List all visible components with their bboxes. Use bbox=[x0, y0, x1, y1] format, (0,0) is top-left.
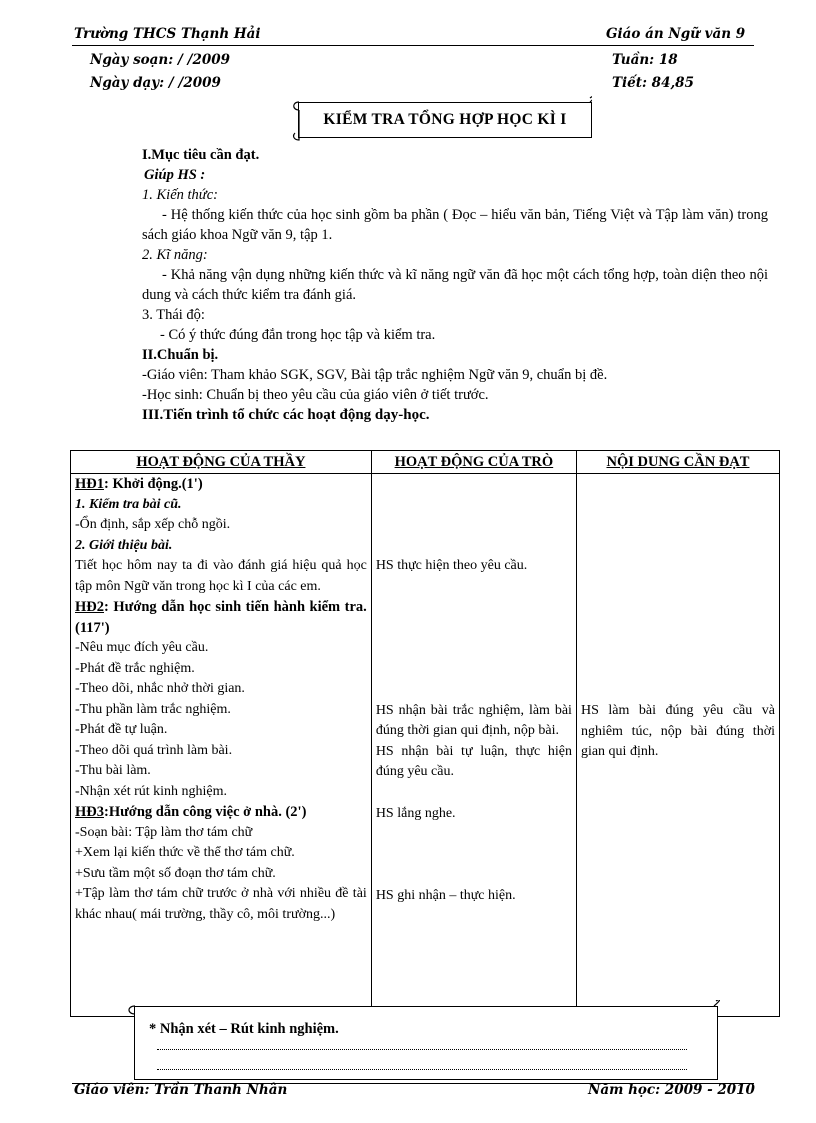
page-title: KIỂM TRA TỔNG HỢP HỌC KÌ I bbox=[298, 102, 592, 138]
student-step: HS lắng nghe. bbox=[375, 805, 456, 821]
content-text: HS làm bài đúng yêu cầu và nghiêm túc, nộp bài đúng thời gian qui định. bbox=[580, 703, 775, 759]
date-prepared: Ngày soạn: / /2009 bbox=[90, 52, 231, 68]
hd1-label: HĐ1 bbox=[75, 476, 104, 492]
skills-label: 2. Kĩ năng: bbox=[142, 247, 208, 263]
attitude-label: 3. Thái độ: bbox=[142, 307, 205, 323]
activities-table bbox=[70, 450, 780, 1017]
process-heading: III.Tiến trình tổ chức các hoạt động dạy-học. bbox=[142, 407, 430, 423]
review-box bbox=[126, 1000, 720, 1080]
week-label: Tuần: 18 bbox=[612, 52, 678, 68]
header-rule bbox=[72, 45, 754, 46]
preparation-teacher: -Giáo viên: Tham khảo SGK, SGV, Bài tập trắc nghiệm Ngữ văn 9, chuẩn bị đề. bbox=[142, 367, 608, 383]
teacher-step: -Nhận xét rút kinh nghiệm. bbox=[75, 783, 228, 799]
header-student: HOẠT ĐỘNG CỦA TRÒ bbox=[371, 451, 576, 474]
hd1-title: : Khởi động.(1') bbox=[104, 476, 203, 492]
student-step: HS ghi nhận – thực hiện. bbox=[375, 888, 516, 903]
review-title: * Nhận xét – Rút kinh nghiệm. bbox=[149, 1021, 339, 1037]
teacher-step: -Thu bài làm. bbox=[75, 763, 151, 778]
teacher-step: -Soạn bài: Tập làm thơ tám chữ bbox=[75, 824, 253, 840]
objectives-heading: I.Mục tiêu cần đạt. bbox=[142, 147, 260, 163]
knowledge-label: 1. Kiến thức: bbox=[142, 187, 218, 203]
student-step: HS nhận bài trắc nghiệm, làm bài đúng thời gian qui định, nộp bài. bbox=[375, 702, 572, 738]
hd3-label: HĐ3 bbox=[75, 804, 104, 820]
teacher-step: -Ổn định, sắp xếp chỗ ngồi. bbox=[75, 517, 231, 532]
teacher-step: +Tập làm thơ tám chữ trước ở nhà với nhiều đề tài khác nhau( mái trường, thầy cô, môi trường...) bbox=[75, 886, 367, 922]
table-row bbox=[71, 474, 780, 1017]
header-content: NỘI DUNG CẦN ĐẠT bbox=[576, 451, 779, 474]
subject-label: Giáo án Ngữ văn 9 bbox=[606, 26, 746, 42]
teacher-step: -Thu phần làm trắc nghiệm. bbox=[75, 701, 231, 717]
student-step: HS thực hiện theo yêu cầu. bbox=[375, 558, 528, 573]
old-lesson-check: 1. Kiểm tra bài cũ. bbox=[75, 496, 182, 512]
school-year: Năm học: 2009 - 2010 bbox=[588, 1082, 755, 1098]
objectives-section bbox=[142, 145, 768, 425]
teacher-step: Tiết học hôm nay ta đi vào đánh giá hiệu quả học tập môn Ngữ văn trong học kì I của các em. bbox=[75, 558, 367, 594]
teacher-step: -Theo dõi, nhắc nhở thời gian. bbox=[75, 681, 245, 696]
teacher-step: +Xem lại kiến thức về thể thơ tám chữ. bbox=[75, 845, 295, 860]
preparation-student: -Học sinh: Chuẩn bị theo yêu cầu của giáo viên ở tiết trước. bbox=[142, 387, 489, 403]
help-label: Giúp HS : bbox=[144, 167, 206, 183]
table-header-row bbox=[71, 451, 780, 474]
teacher-column bbox=[71, 474, 372, 1017]
student-column bbox=[371, 474, 576, 1017]
hd2-title: : Hướng dẫn học sinh tiến hành kiểm tra. (117') bbox=[75, 599, 367, 636]
hd2-label: HĐ2 bbox=[75, 599, 104, 615]
header-teacher: HOẠT ĐỘNG CỦA THẦY bbox=[71, 451, 372, 474]
teacher-step: -Nêu mục đích yêu cầu. bbox=[75, 640, 209, 655]
student-step: HS nhận bài tự luận, thực hiện đúng yêu cầu. bbox=[375, 743, 572, 779]
skills-text: - Khả năng vận dụng những kiến thức và kĩ năng ngữ văn đã học một cách tổng hợp, toàn diện theo nội dung và cách thức kiểm tra đánh giá. bbox=[142, 267, 768, 303]
school-name: Trường THCS Thạnh Hải bbox=[74, 26, 261, 42]
teacher-step: -Theo dõi quá trình làm bài. bbox=[75, 742, 233, 758]
attitude-text: - Có ý thức đúng đắn trong học tập và kiểm tra. bbox=[160, 327, 436, 343]
lesson-intro: 2. Giới thiệu bài. bbox=[75, 537, 173, 553]
periods-label: Tiết: 84,85 bbox=[612, 75, 694, 91]
knowledge-text: - Hệ thống kiến thức của học sinh gồm ba phần ( Đọc – hiểu văn bản, Tiếng Việt và Tập làm văn) trong sách giáo khoa Ngữ văn 9, tập 1. bbox=[142, 207, 768, 243]
blank-line bbox=[157, 1049, 687, 1050]
teacher-step: -Phát đề trắc nghiệm. bbox=[75, 660, 195, 676]
content-column bbox=[576, 474, 779, 1017]
hd3-title: :Hướng dẫn công việc ở nhà. (2') bbox=[104, 804, 307, 820]
teacher-step: +Sưu tầm một số đoạn thơ tám chữ. bbox=[75, 865, 276, 881]
review-box-frame bbox=[134, 1006, 718, 1080]
teacher-step: -Phát đề tự luận. bbox=[75, 722, 168, 737]
teacher-name: Giáo viên: Trần Thanh Nhân bbox=[74, 1082, 288, 1098]
date-taught: Ngày dạy: / /2009 bbox=[90, 75, 221, 91]
preparation-heading: II.Chuẩn bị. bbox=[142, 347, 219, 363]
title-banner bbox=[290, 96, 592, 142]
blank-line bbox=[157, 1069, 687, 1070]
